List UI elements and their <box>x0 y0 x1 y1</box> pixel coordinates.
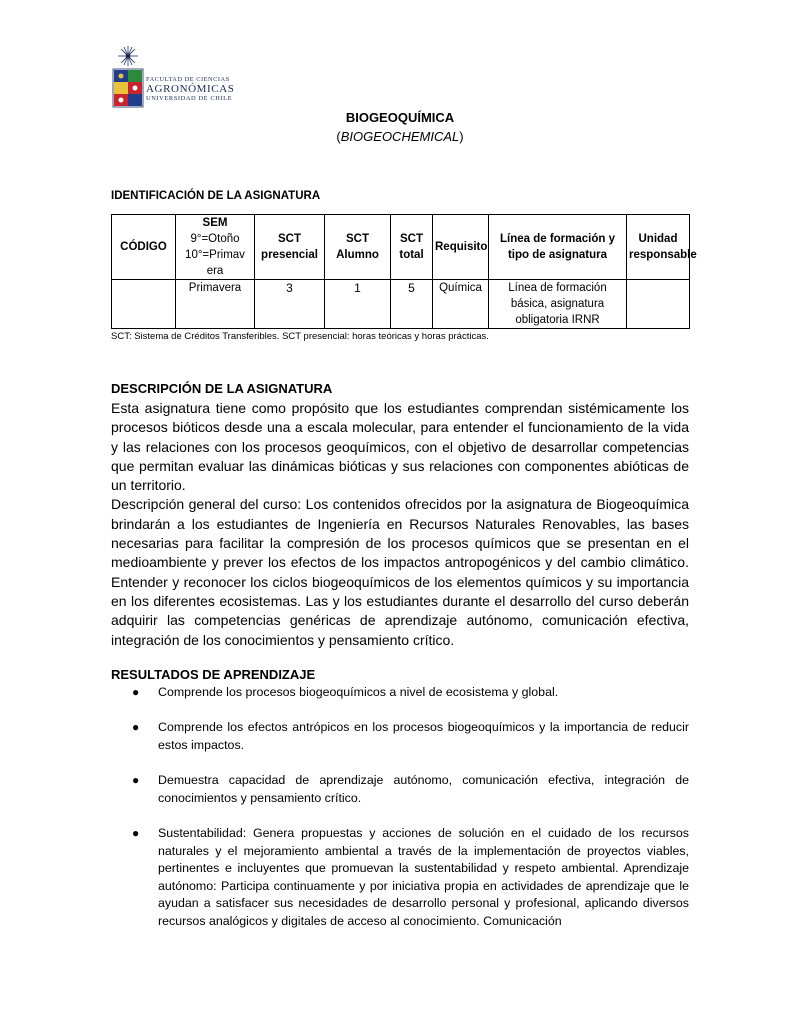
outcome-text: Comprende los procesos biogeoquímicos a nivel de ecosistema y global. <box>158 685 559 699</box>
header-sct-alumno-l2: Alumno <box>336 249 379 261</box>
header-sct-presencial-l2: presencial <box>261 249 318 261</box>
cell-requisito: Química <box>433 280 489 329</box>
subtitle-text: BIOGEOCHEMICAL <box>340 129 460 144</box>
table-row <box>112 280 690 329</box>
header-sem-line-1: SEM <box>202 217 228 229</box>
subtitle-open-paren: ( <box>336 129 341 144</box>
header-linea-l2: tipo de asignatura <box>507 249 608 261</box>
header-linea <box>489 215 627 280</box>
cell-linea <box>489 280 627 329</box>
header-unidad-l2: responsable <box>629 249 697 261</box>
faculty-logo <box>110 44 235 110</box>
cell-sct-presencial: 3 <box>255 280 325 329</box>
bullet-icon: ● <box>132 685 140 699</box>
bullet-icon: ● <box>132 773 140 787</box>
header-linea-l1: Línea de formación y <box>499 233 616 245</box>
cell-sct-total: 5 <box>391 280 433 329</box>
logo-text <box>146 77 236 103</box>
header-sct-total <box>391 215 433 280</box>
identification-table <box>111 214 697 329</box>
list-item <box>111 684 689 719</box>
header-sct-presencial-l1: SCT <box>278 233 301 245</box>
bullet-icon: ● <box>132 720 140 734</box>
cell-unidad <box>627 280 690 329</box>
logo-line-2: AGRONÓMICAS <box>146 83 235 96</box>
list-item <box>111 719 689 772</box>
cell-linea-l3: obligatoria IRNR <box>515 314 600 326</box>
bullet-icon: ● <box>132 826 140 840</box>
list-item <box>111 825 689 930</box>
header-sem-line-2: 9°=Otoño <box>190 233 240 245</box>
list-item <box>111 772 689 825</box>
header-sct-alumno-l1: SCT <box>346 233 369 245</box>
description-paragraph-1: Esta asignatura tiene como propósito que los estudiantes comprendan sistémicamente los procesos bióticos desde una a escala molecular, para entender el funcionamiento de la vida y las relaciones con los procesos geoquímicos, con el objetivo de desarrollar competencias que permitan evaluar las dinámicas bióticas y sus relaciones con componentes abióticas de un territorio. <box>111 400 689 494</box>
identification-heading: IDENTIFICACIÓN DE LA ASIGNATURA <box>111 190 321 202</box>
outcome-text: Demuestra capacidad de aprendizaje autónomo, comunicación efectiva, integración de conocimientos y pensamiento crítico. <box>158 773 689 805</box>
header-sem <box>176 215 255 280</box>
outcomes-heading: RESULTADOS DE APRENDIZAJE <box>111 667 316 682</box>
outcome-text: Sustentabilidad: Genera propuestas y acciones de solución en el cuidado de los recursos naturales y el mejoramiento ambiental a través de la implementación de proyectos viables, pertinentes e incluyentes que promuevan la sustentabilidad y respeto ambiental. Aprendizaje autónomo: Participa continuamente y por iniciativa propia en actividades de aprendizaje que le ayudan a satisfacer sus necesidades de desarrollo personal y profesional, aplicando diversos recursos analógicos y digitales de acceso al conocimiento. Comunicación <box>158 826 689 928</box>
header-codigo: CÓDIGO <box>112 215 176 280</box>
logo-line-3: UNIVERSIDAD DE CHILE <box>146 95 233 103</box>
logo-line-1: FACULTAD DE CIENCIAS <box>146 76 230 83</box>
header-sct-presencial <box>255 215 325 280</box>
subtitle-close-paren: ) <box>459 129 464 144</box>
table-header-row <box>112 215 690 280</box>
header-sem-line-3: 10°=Primav <box>185 249 245 261</box>
header-sct-total-l2: total <box>399 249 424 261</box>
description-heading: DESCRIPCIÓN DE LA ASIGNATURA <box>111 381 333 396</box>
cell-linea-l2: básica, asignatura <box>510 298 605 310</box>
header-sem-line-4: era <box>206 265 224 277</box>
cell-sct-alumno: 1 <box>325 280 391 329</box>
table-footnote: SCT: Sistema de Créditos Transferibles. SCT presencial: horas teóricas y horas prácticas. <box>111 331 489 342</box>
header-sct-total-l1: SCT <box>400 233 423 245</box>
outcomes-list <box>111 684 689 930</box>
header-unidad-l1: Unidad <box>638 233 678 245</box>
course-subtitle <box>0 129 800 144</box>
description-body <box>111 399 689 650</box>
description-paragraph-2: Descripción general del curso: Los contenidos ofrecidos por la asignatura de Biogeoquímica brindarán a los estudiantes de Ingeniería en Recursos Naturales Renovables, las bases necesarias para facilitar la compresión de los procesos químicos que se presentan en el medioambiente y prever los efectos de los impactos antropogénicos y del cambio climático. Entender y reconocer los ciclos biogeoquímicos de los elementos químicos y su importancia en los diferentes ecosistemas. Las y los estudiantes durante el desarrollo del curso deberán adquirir las competencias genéricas de aprendizaje autónomo, comunicación efectiva, integración de los conocimientos y pensamiento crítico. <box>111 496 689 648</box>
outcome-text: Comprende los efectos antrópicos en los procesos biogeoquímicos y la importancia de reducir estos impactos. <box>158 720 689 752</box>
cell-sem: Primavera <box>176 280 255 329</box>
course-title: BIOGEOQUÍMICA <box>345 110 455 125</box>
university-crest-icon <box>110 44 146 110</box>
cell-codigo <box>112 280 176 329</box>
header-unidad <box>627 215 697 280</box>
cell-linea-l1: Línea de formación <box>508 282 607 294</box>
header-requisito: Requisito <box>433 215 489 280</box>
header-sct-alumno <box>325 215 391 280</box>
